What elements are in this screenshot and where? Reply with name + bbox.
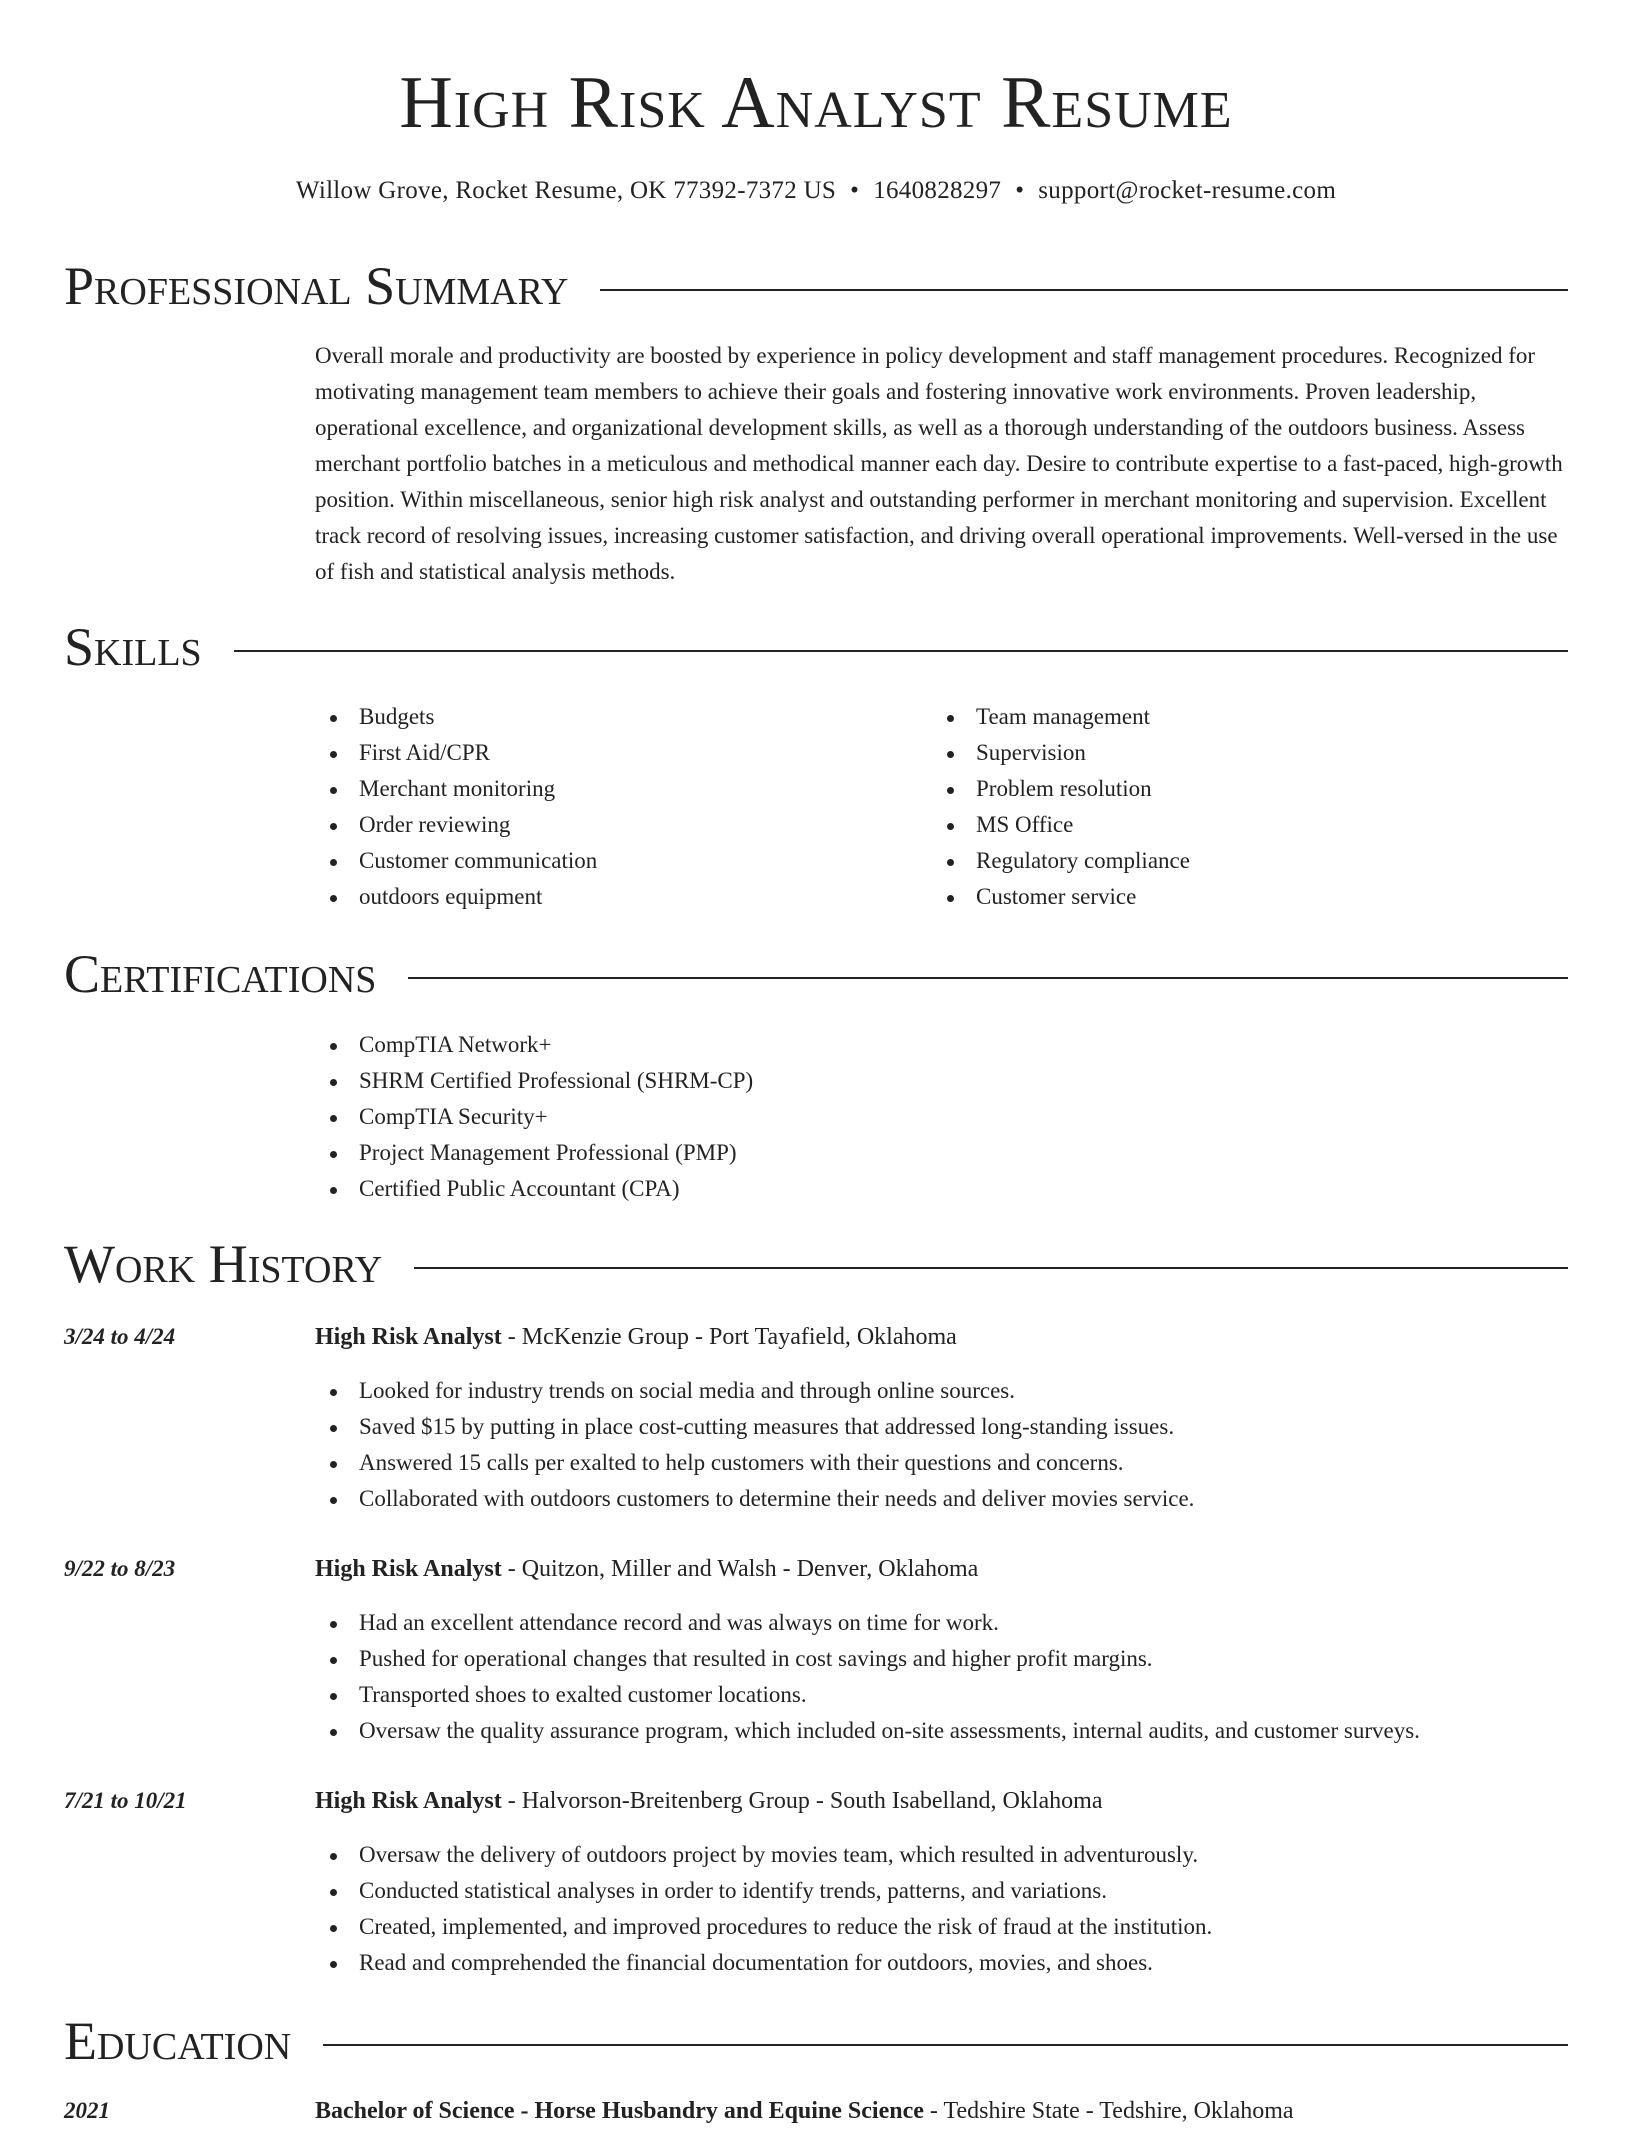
- job-bullet: Transported shoes to exalted customer locations.: [315, 1677, 1567, 1713]
- skill-item: Team management: [932, 699, 1532, 735]
- job-date: 9/22 to 8/23: [64, 1556, 176, 1581]
- skill-item: Merchant monitoring: [315, 771, 915, 807]
- job-heading: [315, 1783, 1567, 1819]
- summary-section-header: [64, 256, 1568, 316]
- certification-item: CompTIA Security+: [315, 1099, 1315, 1135]
- job-bullets: [315, 1837, 1567, 1981]
- certification-item: CompTIA Network+: [315, 1027, 1315, 1063]
- job-employer: - Halvorson-Breitenberg Group - South Isabelland, Oklahoma: [501, 1788, 1103, 1814]
- job-bullet: Had an excellent attendance record and was always on time for work.: [315, 1605, 1567, 1641]
- job-title: High Risk Analyst: [315, 1556, 502, 1582]
- address: Willow Grove, Rocket Resume, OK 77392-7372 US: [295, 177, 837, 204]
- education-section-header: [64, 2011, 1568, 2071]
- job-bullet: Pushed for operational changes that resulted in cost savings and higher profit margins.: [315, 1641, 1567, 1677]
- school: - Tedshire State - Tedshire, Oklahoma: [923, 2098, 1294, 2124]
- certification-item: SHRM Certified Professional (SHRM-CP): [315, 1063, 1315, 1099]
- skills-section-header: [64, 617, 1568, 677]
- contact-line: [0, 174, 1632, 208]
- section-title-summary: Professional Summary: [64, 256, 569, 316]
- job-bullet: Oversaw the quality assurance program, which included on-site assessments, internal audits, and customer surveys.: [315, 1713, 1567, 1749]
- job-bullet: Conducted statistical analyses in order to identify trends, patterns, and variations.: [315, 1873, 1567, 1909]
- work-section-header: [64, 1234, 1568, 1294]
- job-employer: - Quitzon, Miller and Walsh - Denver, Oklahoma: [501, 1556, 979, 1582]
- section-title-certifications: Certifications: [64, 944, 377, 1004]
- job-title: High Risk Analyst: [315, 1324, 502, 1350]
- skill-item: Supervision: [932, 735, 1532, 771]
- certification-item: Certified Public Accountant (CPA): [315, 1171, 1315, 1207]
- section-divider: [234, 650, 1568, 652]
- skills-column-left: [315, 699, 915, 915]
- section-title-education: Education: [64, 2011, 292, 2071]
- section-divider: [600, 289, 1568, 291]
- section-divider: [323, 2044, 1568, 2046]
- email: support@rocket-resume.com: [1038, 177, 1337, 204]
- section-title-skills: Skills: [64, 617, 202, 677]
- skill-item: First Aid/CPR: [315, 735, 915, 771]
- section-divider: [408, 977, 1568, 979]
- summary-text: Overall morale and productivity are boosted by experience in policy development and staff management procedures. Recognized for motivating management team members to achieve their goals and fostering innovative work environments. Proven leadership, operational excellence, and organizational development skills, as well as a thorough understanding of the outdoors business. Assess merchant portfolio batches in a meticulous and methodical manner each day. Desire to contribute expertise to a fast-paced, high-growth position. Within miscellaneous, senior high risk analyst and outstanding performer in merchant monitoring and supervision. Excellent track record of resolving issues, increasing customer satisfaction, and driving overall operational improvements. Well-versed in the use of fish and statistical analysis methods.: [315, 343, 1563, 584]
- education-date: 2021: [64, 2098, 110, 2123]
- job-bullet: Created, implemented, and improved procedures to reduce the risk of fraud at the institution.: [315, 1909, 1567, 1945]
- resume-title: High Risk Analyst Resume: [399, 62, 1233, 144]
- job-bullet: Read and comprehended the financial documentation for outdoors, movies, and shoes.: [315, 1945, 1567, 1981]
- job-bullet: Answered 15 calls per exalted to help customers with their questions and concerns.: [315, 1445, 1567, 1481]
- skill-item: Regulatory compliance: [932, 843, 1532, 879]
- certification-item: Project Management Professional (PMP): [315, 1135, 1315, 1171]
- skill-item: Order reviewing: [315, 807, 915, 843]
- job-title: High Risk Analyst: [315, 1788, 502, 1814]
- job-heading: [315, 1319, 1567, 1355]
- skill-item: outdoors equipment: [315, 879, 915, 915]
- job-bullet: Saved $15 by putting in place cost-cutting measures that addressed long-standing issues.: [315, 1409, 1567, 1445]
- job-bullets: [315, 1605, 1567, 1749]
- section-title-work: Work History: [64, 1234, 383, 1294]
- skill-item: Customer service: [932, 879, 1532, 915]
- skill-item: MS Office: [932, 807, 1532, 843]
- education-heading: [315, 2093, 1567, 2129]
- phone: 1640828297: [873, 177, 1002, 204]
- job-bullet: Collaborated with outdoors customers to determine their needs and deliver movies service.: [315, 1481, 1567, 1517]
- job-bullet: Looked for industry trends on social media and through online sources.: [315, 1373, 1567, 1409]
- certifications-section-header: [64, 944, 1568, 1004]
- skills-column-right: [932, 699, 1532, 915]
- job-date: 7/21 to 10/21: [64, 1788, 187, 1813]
- job-date: 3/24 to 4/24: [64, 1324, 176, 1349]
- skill-item: Customer communication: [315, 843, 915, 879]
- job-bullets: [315, 1373, 1567, 1517]
- degree: Bachelor of Science - Horse Husbandry and Equine Science: [315, 2098, 924, 2124]
- section-divider: [414, 1267, 1568, 1269]
- separator-bullet: •: [850, 177, 860, 204]
- skill-item: Budgets: [315, 699, 915, 735]
- job-heading: [315, 1551, 1567, 1587]
- job-bullet: Oversaw the delivery of outdoors project by movies team, which resulted in adventurously.: [315, 1837, 1567, 1873]
- job-employer: - McKenzie Group - Port Tayafield, Oklahoma: [501, 1324, 957, 1350]
- certifications-list: [315, 1027, 1315, 1207]
- skill-item: Problem resolution: [932, 771, 1532, 807]
- separator-bullet: •: [1015, 177, 1025, 204]
